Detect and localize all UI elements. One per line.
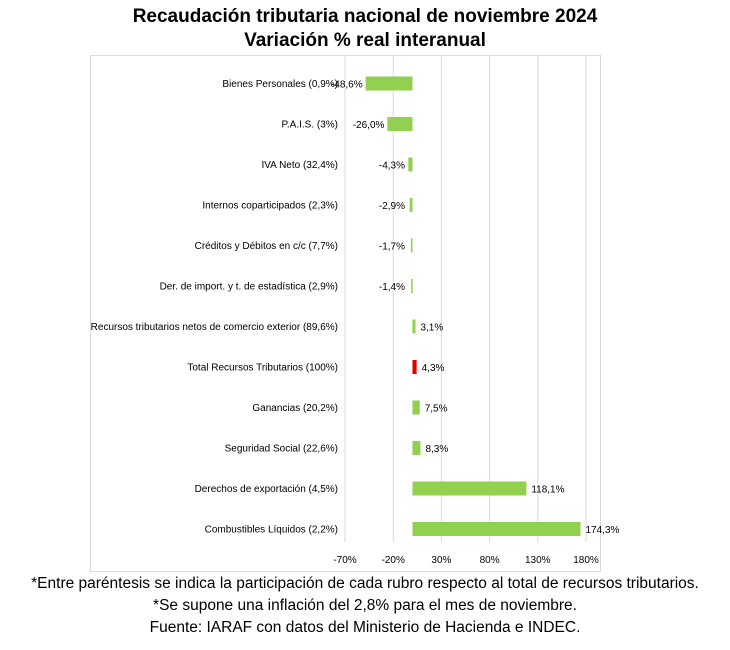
- value-label: -4,3%: [378, 160, 405, 172]
- bar: [411, 279, 413, 293]
- category-label: IVA Neto (32,4%): [261, 160, 338, 171]
- bar: [412, 522, 580, 536]
- value-label: 174,3%: [585, 525, 620, 536]
- bar: [412, 320, 415, 334]
- note-inflation: *Se supone una inflación del 2,8% para el mes de noviembre.: [153, 597, 577, 614]
- chart-title: Recaudación tributaria nacional de noviembre 2024: [132, 6, 598, 27]
- value-label: -26,0%: [352, 120, 385, 131]
- value-label: -48,6%: [330, 79, 363, 91]
- value-label: 7,5%: [424, 403, 448, 415]
- value-label: -2,9%: [378, 201, 405, 212]
- x-tick-label: 130%: [525, 555, 551, 566]
- value-label: 3,1%: [420, 322, 444, 334]
- bar: [366, 77, 413, 91]
- category-label: Recursos tributarios netos de comercio exterior (89,6%): [90, 322, 338, 333]
- category-label: Bienes Personales (0,9%): [222, 79, 338, 90]
- value-label: 4,3%: [421, 363, 445, 374]
- category-label: Ganancias (20,2%): [252, 403, 338, 414]
- bar: [410, 198, 413, 212]
- value-label: -1,7%: [378, 241, 405, 253]
- x-tick-label: -20%: [381, 555, 405, 566]
- bar: [412, 360, 416, 374]
- bar: [408, 158, 412, 172]
- x-tick-label: 30%: [431, 555, 452, 566]
- category-label: Der. de import. y t. de estadística (2,9%): [159, 281, 338, 293]
- value-label: -1,4%: [378, 282, 405, 293]
- note-source: Fuente: IARAF con datos del Ministerio de Hacienda e INDEC.: [149, 619, 581, 636]
- bar: [411, 239, 413, 253]
- value-label: 8,3%: [425, 444, 449, 455]
- category-label: Combustibles Líquidos (2,2%): [204, 524, 338, 536]
- note-participation: *Entre paréntesis se indica la participación de cada rubro respecto al total de recursos tributarios.: [31, 575, 699, 592]
- x-tick-label: -70%: [333, 555, 357, 566]
- category-label: Internos coparticipados (2,3%): [202, 200, 338, 212]
- x-tick-label: 180%: [573, 555, 599, 566]
- chart-subtitle: Variación % real interanual: [244, 30, 486, 51]
- bar: [412, 401, 419, 415]
- category-label: Créditos y Débitos en c/c (7,7%): [194, 241, 338, 252]
- value-label: 118,1%: [531, 484, 565, 496]
- category-label: Seguridad Social (22,6%): [224, 443, 338, 455]
- bar: [412, 482, 526, 496]
- bar: [387, 117, 412, 131]
- bar: [412, 441, 420, 455]
- category-label: P.A.I.S. (3%): [281, 119, 338, 131]
- category-label: Derechos de exportación (4,5%): [194, 484, 338, 495]
- x-tick-label: 80%: [479, 555, 500, 566]
- category-label: Total Recursos Tributarios (100%): [187, 362, 338, 374]
